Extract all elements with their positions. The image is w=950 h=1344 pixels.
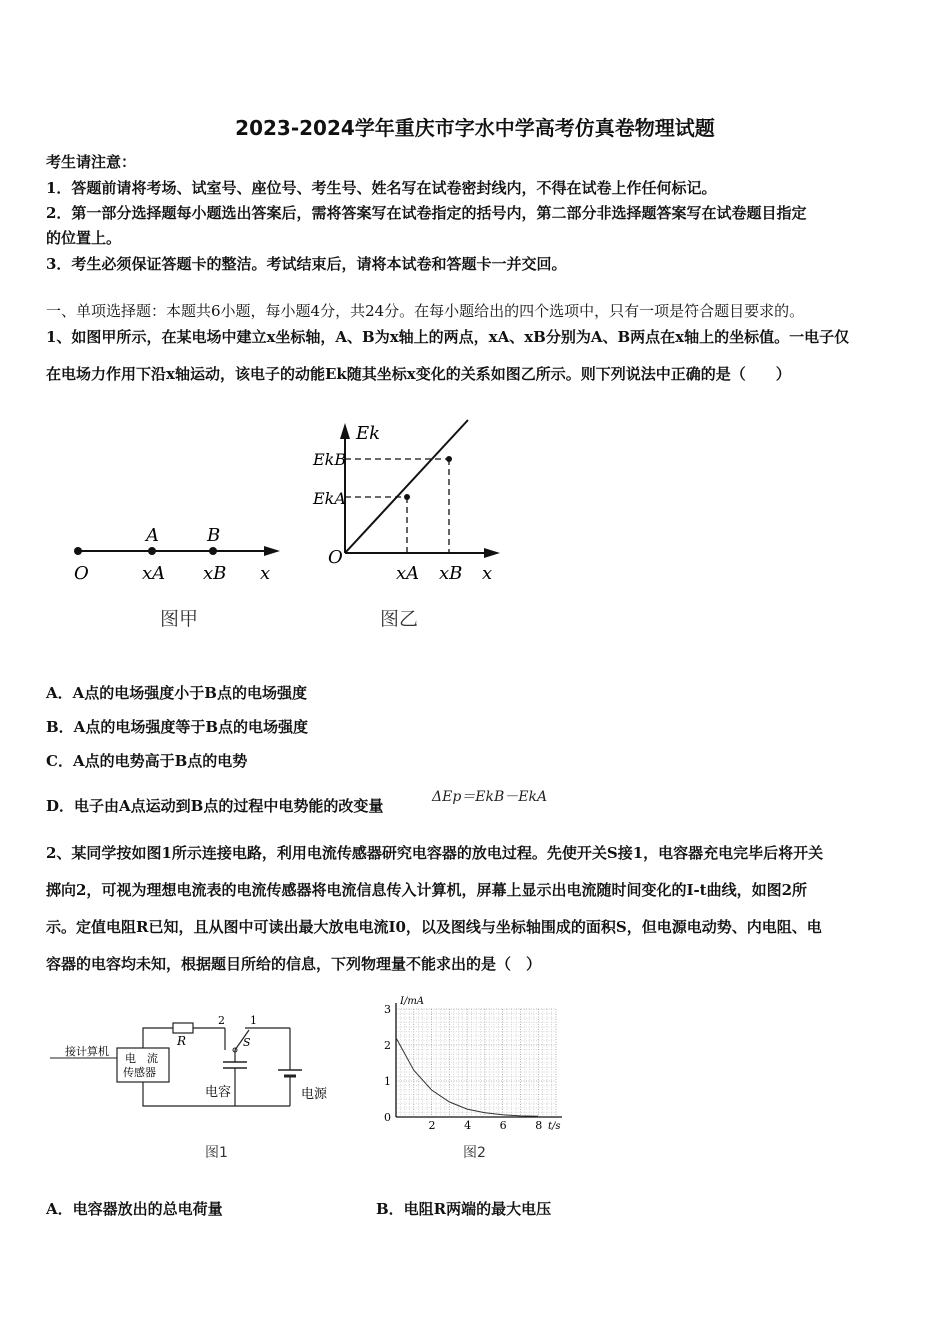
resistor-R [173,1023,193,1033]
notice-item-2: 2．第一部分选择题每小题选出答案后，需将答案写在试卷指定的括号内，第二部分非选择题答案写在试卷题目指定 [46,204,807,222]
page-title: 2023-2024学年重庆市字水中学高考仿真卷物理试题 [235,116,715,140]
graph-xlabel: t/s [548,1121,561,1132]
q2-option-B[interactable]: B．电阻R两端的最大电压 [376,1200,552,1218]
circuit-label-2: 2 [218,1014,225,1027]
fig2-label-Ek: Ek [356,423,381,444]
circuit-sensor-label1: 电 流 [125,1052,158,1065]
fig1-label-O: O [74,563,89,584]
circuit-sensor-label2: 传感器 [123,1066,156,1079]
q1-option-A[interactable]: A．A点的电场强度小于B点的电场强度 [46,684,307,702]
x-tick-label: 8 [535,1119,543,1132]
fig2-label-O: O [328,547,343,568]
fig1-label-xB: xB [203,563,227,584]
fig1-label-A: A [146,525,159,546]
notice-item-1: 1．答题前请将考场、试室号、座位号、考生号、姓名写在试卷密封线内，不得在试卷上作任何标记。 [46,179,717,197]
x-tick-label: 4 [464,1119,472,1132]
circuit-source-label: 电源 [301,1087,328,1102]
notice-item-2-cont: 的位置上。 [46,229,122,247]
q1-option-B[interactable]: B．A点的电场强度等于B点的电场强度 [46,718,308,736]
q2-text-line2: 掷向2，可视为理想电流表的电流传感器将电流信息传入计算机，屏幕上显示出电流随时间变化的I-t曲线，如图2所 [46,881,808,899]
q2-option-A[interactable]: A．电容器放出的总电荷量 [46,1200,223,1218]
fig2-label-EkB: EkB [313,450,347,469]
x-tick-label: 6 [499,1119,507,1132]
circuit-computer-label: 接计算机 [65,1045,109,1058]
fig1-label-B: B [207,525,221,546]
fig2-label-x: x [482,563,493,584]
graph-ylabel: I/mA [400,996,425,1007]
circuit-label-1: 1 [250,1014,257,1027]
circuit-label-R: R [177,1034,187,1048]
q1-option-C[interactable]: C．A点的电势高于B点的电势 [46,752,248,770]
graph-caption: 图2 [463,1145,486,1161]
fig2-label-xB: xB [439,563,463,584]
circuit-capacitor-label: 电容 [205,1085,232,1100]
q2-text-line3: 示。定值电阻R已知，且从图中可读出最大放电电流I0，以及图线与坐标轴围成的面积S，但电源电动势、内电阻、电 [46,918,822,936]
fig2-label-EkA: EkA [313,489,346,508]
fig1-label-xA: xA [142,563,166,584]
q2-text-line4: 容器的电容均未知，根据题目所给的信息，下列物理量不能求出的是（ ） [46,955,542,973]
x-tick-label: 2 [428,1119,436,1132]
y-tick-label: 0 [384,1111,391,1124]
circuit-label-S: S [243,1036,251,1049]
y-tick-label: 3 [384,1003,391,1016]
figure-jia [60,515,290,585]
q1-text-line1: 1、如图甲所示，在某电场中建立x坐标轴，A、B为x轴上的两点，xA、xB分别为A、B两点在x轴上的坐标值。一电子仅 [46,328,850,346]
y-tick-label: 1 [384,1075,391,1088]
figure-yi [310,415,510,590]
fig1-label-x: x [260,563,271,584]
fig1-caption: 图甲 [160,608,199,630]
q1-option-D-formula: ΔEp＝EkB－EkA [432,789,548,805]
section-heading: 一、单项选择题：本题共6小题，每小题4分，共24分。在每小题给出的四个选项中，只有一项是符合题目要求的。 [46,302,805,320]
y-tick-label: 2 [384,1039,391,1052]
notice-item-3: 3．考生必须保证答题卡的整洁。考试结束后，请将本试卷和答题卡一并交回。 [46,255,567,273]
q2-text-line1: 2、某同学按如图1所示连接电路，利用电流传感器研究电容器的放电过程。先使开关S接1，电容器充电完毕后将开关 [46,844,824,862]
fig2-caption: 图乙 [380,608,419,630]
q1-text-line2: 在电场力作用下沿x轴运动，该电子的动能Ek随其坐标x变化的关系如图乙所示。则下列说法中正确的是（ ） [46,365,791,383]
notice-heading: 考生请注意： [46,153,137,171]
q1-option-D[interactable]: D．电子由A点运动到B点的过程中电势能的改变量 [46,797,384,815]
i-t-graph [380,995,570,1135]
circuit-figure [45,1010,345,1130]
circuit-caption: 图1 [205,1145,228,1161]
fig2-label-xA: xA [396,563,420,584]
